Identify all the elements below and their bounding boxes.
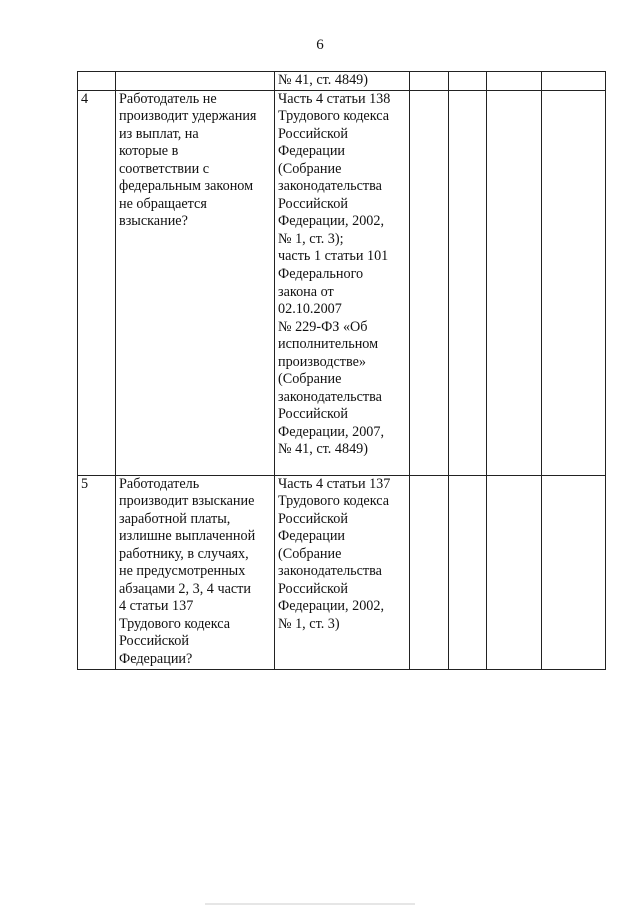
notes-cell (542, 475, 606, 669)
text-line: Федерации (278, 528, 346, 545)
text-line: Трудового кодекса (278, 493, 390, 510)
answer-yes-cell (410, 72, 449, 91)
table-row (78, 72, 606, 91)
text-line: закона от (278, 283, 334, 300)
text-line: Российской (119, 633, 189, 650)
text-line: Работодатель не (119, 90, 217, 107)
answer-no-cell (449, 90, 487, 475)
text-line: Работодатель (119, 475, 200, 492)
text-line: абзацами 2, 3, 4 части (119, 580, 251, 597)
text-line: законодательства (278, 388, 382, 405)
text-line: работнику, в случаях, (119, 545, 249, 562)
text-line: заработной платы, (119, 510, 231, 527)
text-line: законодательства (278, 178, 382, 195)
text-line: № 1, ст. 3) (278, 615, 340, 632)
text-line: Федерации, 2002, (278, 598, 385, 615)
text-line: (Собрание (278, 545, 342, 562)
not-applicable-cell (487, 90, 542, 475)
not-applicable-cell (487, 475, 542, 669)
legal-basis-cell (275, 90, 410, 475)
text-line: Российской (278, 580, 348, 597)
text-line: Федерации, 2002, (278, 213, 385, 230)
text-line: Федерации? (119, 651, 193, 668)
answer-yes-cell (410, 90, 449, 475)
text-line: законодательства (278, 563, 382, 580)
text-line: Российской (278, 510, 348, 527)
question-cell (116, 475, 275, 669)
text-line: Трудового кодекса (119, 615, 231, 632)
text-line: 4 статьи 137 (119, 598, 194, 615)
text-line: Часть 4 статьи 137 (278, 475, 391, 492)
text-line: Федерального (278, 266, 364, 283)
answer-no-cell (449, 72, 487, 91)
text-line: производит взыскание (119, 493, 255, 510)
answer-yes-cell (410, 475, 449, 669)
row-number-cell: 5 (78, 475, 116, 669)
text-line: соответствии с (119, 160, 210, 177)
legal-basis-cell (275, 72, 410, 91)
text-line: исполнительном (278, 336, 379, 353)
text-line: (Собрание (278, 371, 342, 388)
text-line: 02.10.2007 (278, 301, 342, 318)
text-line: федеральным законом (119, 178, 254, 195)
row-number-cell: 4 (78, 90, 116, 475)
text-line: производит удержания (119, 108, 257, 125)
question-cell (116, 72, 275, 91)
notes-cell (542, 72, 606, 91)
text-line: не обращается (119, 195, 207, 212)
checklist-table (77, 71, 606, 670)
text-line: № 41, ст. 4849) (278, 72, 368, 88)
text-line: Федерации, 2007, (278, 423, 385, 440)
text-line: № 1, ст. 3); (278, 230, 344, 247)
text-line: № 229-ФЗ «Об (278, 318, 368, 335)
text-line: из выплат, на (119, 125, 199, 142)
table-row (78, 475, 606, 669)
question-cell (116, 90, 275, 475)
text-line: Часть 4 статьи 138 (278, 90, 391, 107)
text-line: № 41, ст. 4849) (278, 441, 368, 458)
notes-cell (542, 90, 606, 475)
text-line: (Собрание (278, 160, 342, 177)
text-line: взыскание? (119, 213, 188, 230)
text-line: часть 1 статьи 101 (278, 248, 389, 265)
text-line: Трудового кодекса (278, 108, 390, 125)
page-number: 6 (316, 37, 324, 53)
not-applicable-cell (487, 72, 542, 91)
table-row (78, 90, 606, 475)
text-line: не предусмотренных (119, 563, 246, 580)
text-line: производстве» (278, 353, 366, 370)
text-line: Российской (278, 125, 348, 142)
legal-basis-cell (275, 475, 410, 669)
text-line: излишне выплаченной (119, 528, 256, 545)
text-line: Российской (278, 195, 348, 212)
answer-no-cell (449, 475, 487, 669)
text-line: Российской (278, 406, 348, 423)
text-line: Федерации (278, 143, 346, 160)
row-number-cell (78, 72, 116, 91)
text-line: которые в (119, 143, 179, 160)
